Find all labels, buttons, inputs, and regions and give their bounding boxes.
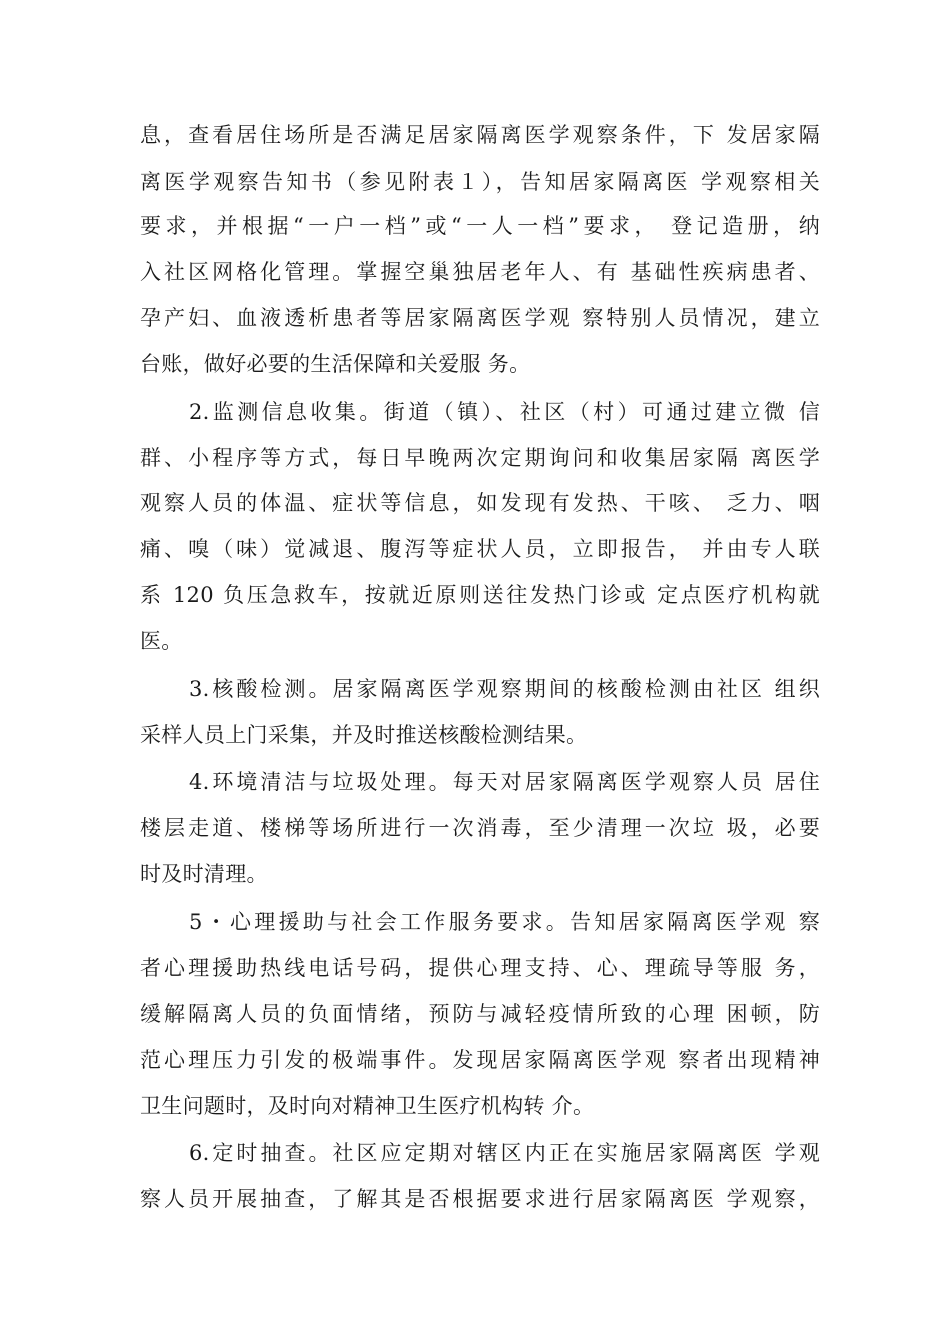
text-line: 楼层走道、楼梯等场所进行一次消毒，至少清理一次垃 圾，必要 [140, 816, 820, 840]
text-line: 息，查看居住场所是否满足居家隔离医学观察条件，下 发居家隔 [140, 123, 820, 147]
text-line: 采样人员上门采集，并及时推送核酸检测结果。 [140, 723, 588, 747]
text-line: 入社区网格化管理。掌握空巢独居老年人、有 基础性疾病患者、 [140, 260, 820, 284]
text-line: 时及时清理。 [140, 862, 268, 886]
text-line: 台账，做好必要的生活保障和关爱服 务。 [140, 352, 531, 376]
text-line: 系 120 负压急救车，按就近原则送往发热门诊或 定点医疗机构就 [140, 583, 820, 607]
text-line: 卫生问题时，及时向对精神卫生医疗机构转 介。 [140, 1094, 595, 1118]
paragraph-3-start: 3.核酸检测。居家隔离医学观察期间的核酸检测由社区 组织 [189, 677, 820, 701]
paragraph-6-start: 6.定时抽查。社区应定期对辖区内正在实施居家隔离医 学观 [189, 1141, 820, 1165]
text-line: 痛、嗅（味）觉减退、腹泻等症状人员，立即报告， 并由专人联 [140, 537, 820, 561]
paragraph-2-start: 2.监测信息收集。街道（镇）、社区（村）可通过建立微 信 [189, 400, 820, 424]
text-line: 孕产妇、血液透析患者等居家隔离医学观 察特别人员情况，建立 [140, 306, 820, 330]
text-line: 群、小程序等方式，每日早晚两次定期询问和收集居家隔 离医学 [140, 446, 820, 470]
text-line: 范心理压力引发的极端事件。发现居家隔离医学观 察者出现精神 [140, 1048, 820, 1072]
paragraph-4-start: 4.环境清洁与垃圾处理。每天对居家隔离医学观察人员 居住 [189, 770, 820, 794]
text-line: 者心理援助热线电话号码，提供心理支持、心、理疏导等服 务， [140, 956, 820, 980]
paragraph-5-start: 5・心理援助与社会工作服务要求。告知居家隔离医学观 察 [189, 910, 820, 934]
text-line: 医。 [140, 629, 183, 653]
text-line: 缓解隔离人员的负面情绪，预防与减轻疫情所致的心理 困顿，防 [140, 1002, 820, 1026]
text-line: 要求，并根据“一户一档”或“一人一档”要求， 登记造册，纳 [140, 214, 820, 238]
text-line: 离医学观察告知书（参见附表１），告知居家隔离医 学观察相关 [140, 170, 820, 194]
text-line: 察人员开展抽查，了解其是否根据要求进行居家隔离医 学观察， [140, 1187, 820, 1211]
text-line: 观察人员的体温、症状等信息，如发现有发热、干咳、 乏力、咽 [140, 491, 820, 515]
